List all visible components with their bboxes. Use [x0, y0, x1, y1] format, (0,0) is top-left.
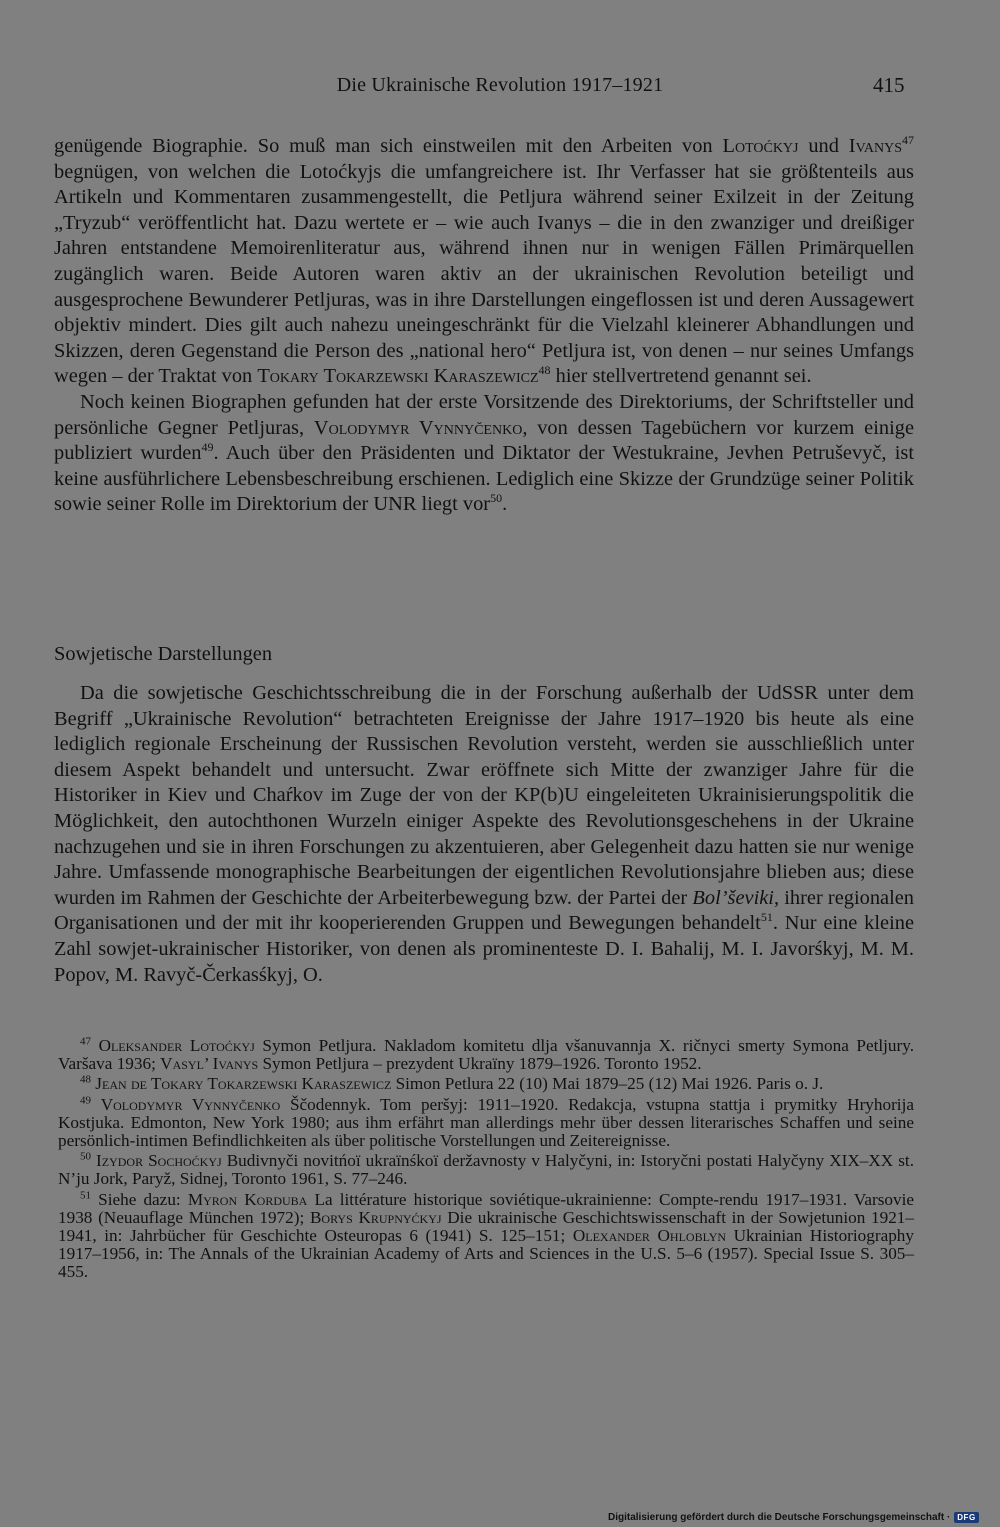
text-run: Budivnyči novitńoï ukraïnśkoï deržavnosty v Halyčyni, in: Istoryčni postati Halyčyny XIX–XX st. N’ju Jork, Paryž, Sidnej, Toronto 1961, S. 77–246.	[58, 1151, 915, 1189]
text-run: und	[798, 135, 849, 157]
author-name: Volodymyr Vynnyčenko	[100, 1094, 281, 1114]
text-run: hier stellvertretend genannt sei.	[550, 365, 812, 388]
text-run: .	[502, 493, 508, 516]
author-name: Volodymyr Vynnyčenko	[313, 416, 523, 439]
text-run: Ščodennyk. Tom peršyj: 1911–1920. Redakcja, vstupna stattja i prymitky Hryhorija Kostjuka. Edmonton, New York 1980; aus ihm erfährt man allerdings mehr über dessen literarisches Schaffen und seine persönlich-intimen Befindlichkeiten als über politische Vorstellungen und Zeitereignisse.	[58, 1094, 914, 1151]
text-run: Siehe dazu:	[98, 1189, 188, 1209]
footnote-ref[interactable]: 47	[902, 133, 915, 148]
page-number: 415	[873, 73, 905, 97]
text-run: Symon Petljura – prezydent Ukraïny 1879–1926. Toronto 1952.	[258, 1054, 702, 1074]
text-run: Die ukrainische Geschichtswissenschaft in der Sowjetunion 1921–1941, in: Jahrbücher für Geschichte Osteuropas 6 (1941) S. 125–151;	[58, 1207, 914, 1246]
italic-term: Bol’ševiki	[692, 886, 774, 909]
dfg-logo-icon: DFG	[954, 1512, 978, 1523]
footnote-number: 50	[80, 1150, 91, 1163]
author-name: Jean de Tokary Tokarzewski Karaszewicz	[95, 1074, 392, 1094]
running-title: Die Ukrainische Revolution 1917–1921	[336, 74, 664, 96]
footnote-ref[interactable]: 50	[490, 491, 503, 506]
text-run: . Nur eine kleine Zahl sowjet-ukrainischer Historiker, von denen als prominenteste D. I. Bahalij, M. I. Javorśkyj, M. M. Popov, M. Ravyč-Čerkasśkyj, O.	[54, 912, 915, 986]
author-name: Izydor Sochoćkyj	[96, 1151, 222, 1171]
text-run: , von dessen Tagebüchern vor kurzem einige publiziert wurden	[54, 416, 914, 465]
text-run: Da die sowjetische Geschichtsschreibung die in der Forschung außerhalb der UdSSR unter dem Begriff „Ukrainische Revolution“ betrachteten Ereignisse der Jahre 1917–1920 bis heute als eine lediglich regionale Erscheinung der Russischen Revolution versteht, werden sie ausschließlich unter diesem Aspekt behandelt und untersucht. Zwar eröffnete sich Mitte der zwanziger Jahre für die Historiker in Kiev und Chaŕkov im Zuge der von der KP(b)U eingeleiteten Ukrainisierungspolitik die Möglichkeit, den autochthonen Wurzeln einiger Aspekte des Revolutionsgeschehens in der Ukraine nachzugehen und sie in ihren Forschungen zu akzentuieren, aber Gelegenheit dazu hatten sie nur wenige Jahre. Umfassende monographische Bearbeitungen der eigentlichen Revolutionsjahre blieben aus; diese wurden im Rahmen der Geschichte der Arbeiterbewegung bzw. der Partei der	[54, 682, 914, 909]
footnote-48	[58, 1075, 914, 1093]
footnotes	[58, 1037, 914, 1284]
digitization-credit	[608, 1509, 979, 1525]
author-name: Ivanys	[848, 135, 903, 157]
text-run: La littérature historique soviétique-ukrainienne: Compte-rendu 1917–1931. Varsovie 1938 (Neuauflage München 1972);	[58, 1189, 915, 1227]
author-name: Olexander Ohloblyn	[572, 1226, 727, 1246]
body-text-lower	[54, 681, 914, 988]
text-run: begnügen, von welchen die Lotoćkyjs die umfangreichere ist. Ihr Verfasser hat sie größtenteils aus Artikeln und Kommentaren zusammengestellt, die Petljura während seiner Exilzeit in der Zeitung „Tryzub“ veröffentlicht hat. Dazu wertete er – wie auch Ivanys – die in den zwanziger und dreißiger Jahren entstandene Memoirenliteratur aus, während ihnen nur in wenigen Fällen Primärquellen zugänglich waren. Beide Autoren waren aktiv an der ukrainischen Revolution beteiligt und ausgesprochene Bewunderer Petljuras, was in ihre Darstellungen eingeflossen ist und deren Aussagewert objektiv mindert. Dies gilt auch nahezu uneingeschränkt für die Vielzahl kleinerer Abhandlungen und Skizzen, deren Gegenstand die Person des „national hero“ Petljura ist, von denen – nur seines Umfangs wegen – der Traktat von	[54, 160, 914, 388]
footnote-ref[interactable]: 48	[538, 363, 551, 378]
footnote-number: 48	[80, 1073, 91, 1086]
body-text-upper	[54, 134, 914, 518]
text-run: genügende Biographie. So muß man sich einstweilen mit den Arbeiten von	[54, 135, 723, 157]
paragraph-2	[54, 390, 914, 518]
footnote-ref[interactable]: 49	[201, 440, 214, 455]
footnote-50	[58, 1152, 914, 1188]
author-name: Myron Korduba	[187, 1189, 308, 1209]
text-run: Ukrainian Historiography 1917–1956, in: The Annals of the Ukrainian Academy of Arts and Sciences in the U.S. 5–6 (1957). Special Issue S. 305–455.	[58, 1226, 914, 1282]
footnote-49	[58, 1093, 914, 1151]
text-run: Noch keinen Biographen gefunden hat der erste Vorsitzende des Direktoriums, der Schriftsteller und persönliche Gegner Petljuras,	[54, 390, 914, 439]
credit-text: Digitalisierung gefördert durch die Deutsche Forschungsgemeinschaft ·	[608, 1511, 951, 1523]
author-name: Lotoćkyj	[722, 135, 799, 157]
footnote-number: 47	[80, 1035, 91, 1048]
author-name: Vasyl’ Ivanys	[160, 1054, 259, 1074]
paragraph-1	[54, 134, 914, 390]
footnote-number: 49	[80, 1093, 91, 1106]
text-run: , ihrer regionalen Organisationen und der mit ihr kooperierenden Gruppen und Bewegungen behandelt	[54, 886, 914, 935]
footnote-number: 51	[80, 1188, 91, 1201]
author-name: Tokary Tokarzewski Karaszewicz	[257, 365, 539, 388]
section-heading: Sowjetische Darstellungen	[54, 643, 273, 665]
text-run: Symon Petljura. Nakladom komitetu dlja všanuvannja X. ričnyci smerty Symona Petljury. Varšava 1936;	[58, 1036, 915, 1074]
text-run: . Auch über den Präsidenten und Diktator der Westukraine, Jevhen Petruševyč, ist keine ausführlichere Lebensbeschreibung erschienen. Lediglich eine Skizze der Grundzüge seiner Politik sowie seiner Rolle im Direktorium der UNR liegt vor	[54, 442, 914, 516]
text-run: Simon Petlura 22 (10) Mai 1879–25 (12) Mai 1926. Paris o. J.	[391, 1074, 824, 1094]
author-name: Borys Krupnyćkyj	[309, 1207, 442, 1227]
author-name: Oleksander Lotoćkyj	[98, 1036, 255, 1055]
footnote-51	[58, 1188, 915, 1282]
paragraph-3	[54, 681, 914, 988]
footnote-47	[58, 1037, 914, 1073]
footnote-ref[interactable]: 51	[760, 910, 773, 925]
